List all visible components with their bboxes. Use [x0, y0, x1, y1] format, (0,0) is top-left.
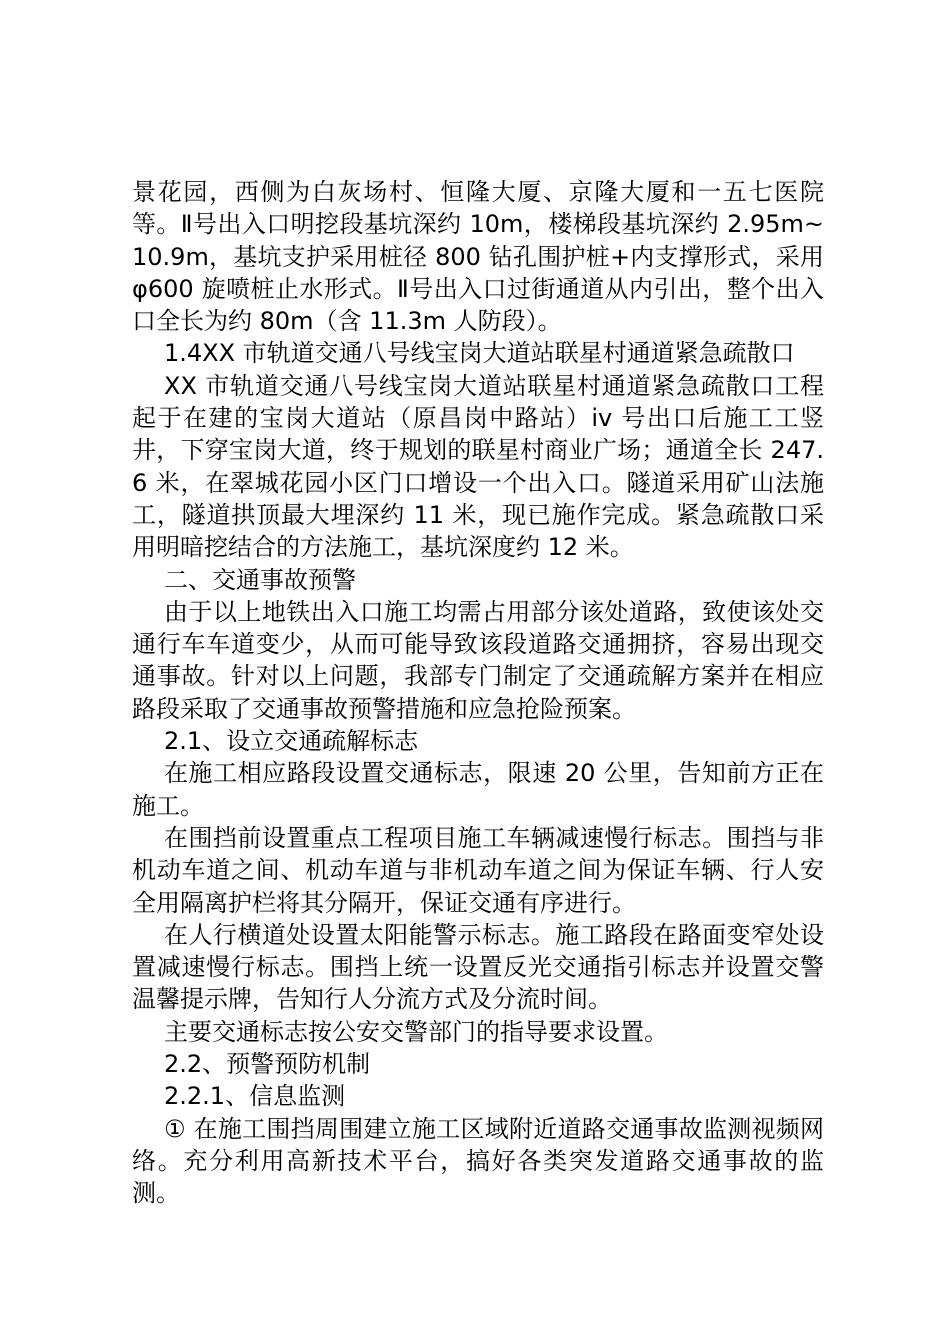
paragraph-traffic-warning: 由于以上地铁出入口施工均需占用部分该处道路，致使该处交通行车车道变少，从而可能导致该段道路交通拥挤，容易出现交通事故。针对以上问题，我部专门制定了交通疏解方案并在相应路段采取了交通事故预警措施和应急抢险预案。: [132, 597, 824, 723]
paragraph-evacuation-exit: XX 市轨道交通八号线宝岗大道站联星村通道紧急疏散口工程起于在建的宝岗大道站（原昌岗中路站）iv 号出口后施工工竖井，下穿宝岗大道，终于规划的联星村商业广场；通道全长 247.6 米，在翠城花园小区门口增设一个出入口。隧道采用矿山法施工，隧道拱顶最大埋深约 11 米，现已施作完成。紧急疏散口采用明暗挖结合的方法施工，基坑深度约 12 米。: [132, 371, 824, 562]
section-heading-1-4: 1.4XX 市轨道交通八号线宝岗大道站联星村通道紧急疏散口: [164, 339, 795, 368]
section-heading-2-2: 2.2、预警预防机制: [164, 1050, 371, 1079]
paragraph-crosswalk-signs: 在人行横道处设置太阳能警示标志。施工路段在路面变窄处设置减速慢行标志。围挡上统一设置反光交通指引标志并设置交警温馨提示牌，告知行人分流方式及分流时间。: [132, 920, 824, 1014]
document-body: [132, 176, 824, 1210]
section-heading-2-1: 2.1、设立交通疏解标志: [164, 727, 419, 756]
paragraph-police-guidance: 主要交通标志按公安交警部门的指导要求设置。: [164, 1017, 668, 1046]
section-heading-traffic-warning: 二、交通事故预警: [164, 565, 356, 594]
paragraph-station-surroundings: 景花园，西侧为白灰场村、恒隆大厦、京隆大厦和一五七医院等。Ⅱ号出入口明挖段基坑深约 10m，楼梯段基坑深约 2.95m~10.9m，基坑支护采用桩径 800 钻孔围护桩+内支撑形式，采用 φ600 旋喷桩止水形式。Ⅱ号出入口过街通道从内引出，整个出入口全长为约 80m（含 11.3m 人防段）。: [132, 178, 824, 336]
section-heading-2-2-1: 2.2.1、信息监测: [164, 1082, 346, 1111]
paragraph-barrier-signs: 在围挡前设置重点工程项目施工车辆减速慢行标志。围挡与非机动车道之间、机动车道与非机动车道之间为保证车辆、行人安全用隔离护栏将其分隔开，保证交通有序进行。: [132, 823, 824, 917]
paragraph-speed-limit: 在施工相应路段设置交通标志，限速 20 公里，告知前方正在施工。: [132, 759, 824, 820]
paragraph-monitoring: ① 在施工围挡周围建立施工区域附近道路交通事故监测视频网络。充分利用高新技术平台，搞好各类突发道路交通事故的监测。: [132, 1114, 824, 1208]
